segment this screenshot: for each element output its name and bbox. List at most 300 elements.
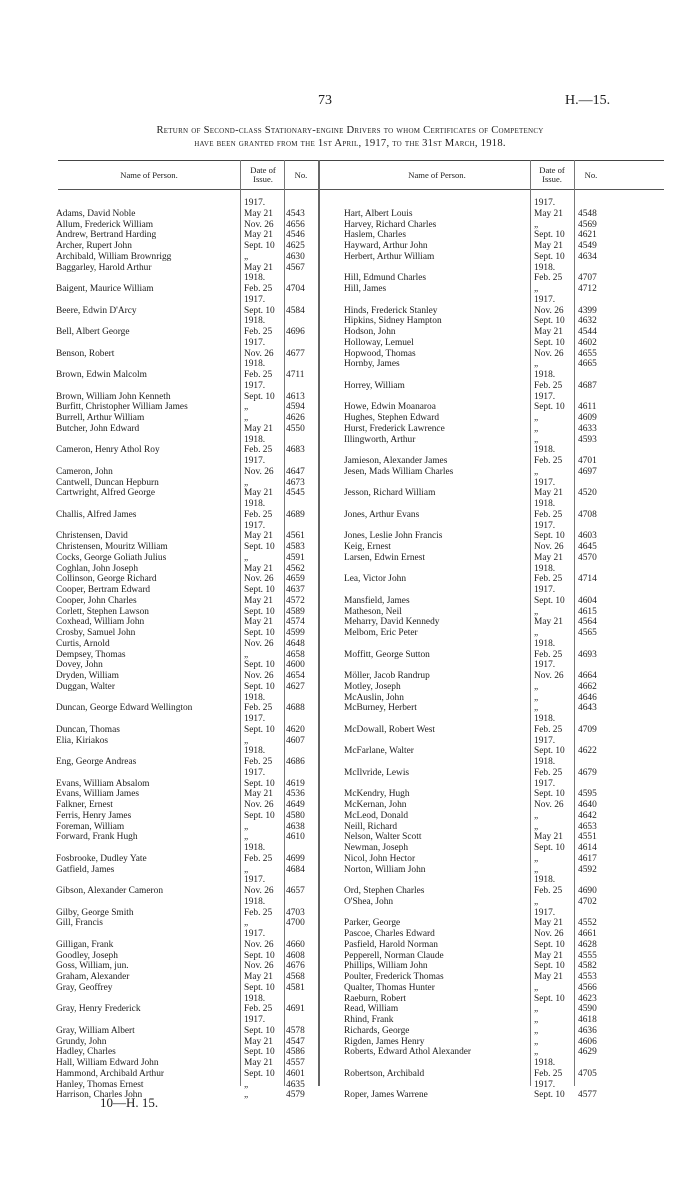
- cell-date: Nov. 26: [534, 929, 564, 939]
- cell-date: „: [244, 477, 249, 488]
- cell-date: Feb. 25: [244, 703, 273, 714]
- table-row: [58, 650, 664, 661]
- cell-date: „: [534, 1015, 539, 1025]
- title-line-1: Return of Second-class Stationary-engine Drivers to whom Certificates of Competency: [156, 125, 544, 136]
- table-row: [58, 843, 664, 854]
- table-row: [58, 585, 664, 596]
- cell-name: Allum, Frederick William: [56, 219, 154, 230]
- cell-date: Sept. 10: [534, 251, 565, 262]
- cell-date: May 21: [534, 950, 563, 961]
- cell-name: Christensen, Mouritz William: [56, 542, 168, 552]
- cell-name: Dovey, John: [56, 660, 103, 671]
- cell-date: „: [534, 413, 539, 423]
- cell-no: 4578: [286, 1025, 305, 1036]
- cell-name: Baigent, Maurice William: [56, 284, 154, 294]
- cell-date: May 21: [534, 832, 563, 843]
- cell-date: „: [534, 896, 539, 907]
- cell-no: 4544: [578, 327, 597, 337]
- cell-no: 4653: [578, 821, 597, 832]
- cell-no: 4645: [578, 542, 597, 552]
- cell-date: 1918.: [244, 359, 266, 370]
- table-row: [58, 607, 664, 618]
- col-header-date-right: Date of Issue.: [539, 165, 565, 184]
- cell-date: Feb. 25: [244, 370, 273, 380]
- cell-date: „: [534, 219, 539, 230]
- cell-no: 4625: [286, 241, 305, 251]
- table-row: [58, 359, 664, 370]
- cell-no: 4614: [578, 843, 597, 853]
- cell-no: 4603: [578, 531, 597, 542]
- table-row: [58, 779, 664, 790]
- cell-date: Sept. 10: [244, 681, 275, 692]
- cell-no: 4569: [578, 219, 597, 230]
- table-row: [58, 897, 664, 908]
- table-row: [58, 564, 664, 575]
- cell-name: Illingworth, Arthur: [344, 434, 416, 445]
- table-row: [58, 220, 664, 231]
- cell-date: 1917.: [534, 391, 556, 402]
- cell-date: 1917.: [534, 778, 556, 789]
- cell-name: Hall, William Edward John: [56, 1058, 159, 1068]
- cell-date: May 21: [534, 972, 563, 982]
- col-header-date-left: Date of Issue.: [250, 165, 276, 184]
- cell-date: „: [244, 918, 249, 929]
- cell-date: Sept. 10: [244, 982, 275, 993]
- cell-name: Horrey, William: [344, 380, 405, 391]
- cell-no: 4622: [578, 746, 597, 757]
- table-row: [58, 703, 664, 714]
- table-row: [58, 349, 664, 360]
- cell-date: Sept. 10: [244, 542, 275, 552]
- cell-date: May 21: [534, 327, 563, 337]
- cell-date: 1918.: [244, 499, 266, 509]
- cell-date: 1918.: [534, 445, 556, 456]
- table-row: [58, 596, 664, 607]
- table-row: [58, 230, 664, 241]
- cell-no: 4660: [286, 939, 305, 950]
- cell-date: Nov. 26: [244, 348, 274, 359]
- table-row: [58, 553, 664, 564]
- cell-date: „: [534, 703, 539, 714]
- cell-date: 1918.: [534, 757, 556, 767]
- cell-name: Rhind, Frank: [344, 1015, 394, 1025]
- cell-date: Nov. 26: [534, 542, 564, 552]
- cell-date: Feb. 25: [534, 380, 563, 391]
- cell-name: Duncan, Thomas: [56, 724, 120, 735]
- cell-no: 4686: [286, 757, 305, 767]
- cell-date: „: [534, 423, 539, 434]
- cell-date: Feb. 25: [244, 853, 273, 864]
- cell-no: 4548: [578, 208, 597, 219]
- cell-date: Sept. 10: [244, 391, 275, 402]
- table-row: [58, 832, 664, 843]
- table-row: [58, 951, 664, 962]
- cell-name: Matheson, Neil: [344, 606, 402, 617]
- cell-no: 4627: [286, 681, 305, 692]
- cell-date: 1918.: [534, 638, 556, 649]
- cell-date: Nov. 26: [534, 305, 564, 316]
- cell-name: Crosby, Samuel John: [56, 628, 136, 638]
- cell-no: 4636: [578, 1025, 597, 1036]
- cell-no: 4607: [286, 735, 305, 746]
- cell-name: Butcher, John Edward: [56, 423, 140, 434]
- cell-name: Collinson, George Richard: [56, 574, 157, 585]
- table-row: [58, 983, 664, 994]
- cell-no: 4640: [578, 800, 597, 810]
- cell-name: Ferris, Henry James: [56, 810, 132, 821]
- cell-name: Baggarley, Harold Arthur: [56, 262, 152, 273]
- table-row: [58, 714, 664, 725]
- table-row: [58, 768, 664, 779]
- cell-name: Corlett, Stephen Lawson: [56, 606, 149, 617]
- certificates-table: [56, 160, 664, 1101]
- cell-name: McLeod, Donald: [344, 810, 409, 821]
- cell-date: May 21: [534, 918, 563, 929]
- cell-no: 4593: [578, 434, 597, 445]
- cell-name: Duggan, Walter: [56, 681, 115, 692]
- cell-date: Feb. 25: [244, 445, 273, 456]
- cell-date: 1918.: [244, 843, 266, 853]
- cell-no: 4679: [578, 767, 597, 778]
- cell-no: 4586: [286, 1047, 305, 1058]
- cell-date: May 21: [244, 1036, 273, 1047]
- cell-no: 4594: [286, 402, 305, 413]
- cell-date: Feb. 25: [534, 574, 563, 585]
- cell-name: Fosbrooke, Dudley Yate: [56, 853, 147, 864]
- cell-no: 4630: [286, 251, 305, 262]
- cell-no: 4600: [286, 660, 305, 671]
- cell-date: „: [244, 821, 249, 832]
- cell-date: Feb. 25: [534, 767, 563, 778]
- cell-date: Nov. 26: [244, 671, 274, 681]
- cell-no: 4565: [578, 628, 597, 638]
- cell-date: 1918.: [534, 262, 556, 273]
- cell-no: 4696: [286, 327, 305, 337]
- cell-date: 1917.: [244, 929, 266, 939]
- cell-name: Beere, Edwin D'Arcy: [56, 305, 137, 316]
- table-row: [58, 972, 664, 983]
- table-row: [58, 671, 664, 682]
- table-row: [58, 736, 664, 747]
- cell-name: McKernan, John: [344, 800, 407, 810]
- cell-date: Sept. 10: [244, 1068, 275, 1079]
- cell-name: Keig, Ernest: [344, 542, 391, 552]
- table-row: [58, 1080, 664, 1091]
- cell-date: „: [244, 552, 249, 563]
- cell-date: Sept. 10: [244, 724, 275, 735]
- table-row: [58, 1026, 664, 1037]
- cell-name: Elia, Kiriakos: [56, 735, 109, 746]
- cell-no: 4566: [578, 982, 597, 993]
- cell-no: 4601: [286, 1068, 305, 1079]
- cell-date: 1918.: [244, 434, 266, 445]
- cell-name: Brown, Edwin Malcolm: [56, 370, 147, 380]
- cell-no: 4567: [286, 262, 305, 273]
- cell-name: Harvey, Richard Charles: [344, 219, 437, 230]
- cell-no: 4699: [286, 853, 305, 864]
- cell-name: McBurney, Herbert: [344, 703, 417, 714]
- cell-name: Christensen, David: [56, 531, 128, 542]
- cell-name: Motley, Joseph: [344, 681, 401, 692]
- cell-name: Hinds, Frederick Stanley: [344, 305, 438, 316]
- table-row: [58, 886, 664, 897]
- cell-name: Burrell, Arthur William: [56, 413, 145, 423]
- table-row: [58, 381, 664, 392]
- table-row: [58, 1058, 664, 1069]
- table-row: [58, 413, 664, 424]
- table-row: [58, 263, 664, 274]
- cell-name: Hodson, John: [344, 327, 396, 337]
- cell-no: 4608: [286, 950, 305, 961]
- cell-no: 4621: [578, 230, 597, 241]
- cell-name: Larsen, Edwin Ernest: [344, 552, 425, 563]
- cell-no: 4570: [578, 552, 597, 563]
- table-row: [58, 1047, 664, 1058]
- cell-no: 4709: [578, 724, 597, 735]
- cell-name: Pepperell, Norman Claude: [344, 950, 444, 961]
- cell-no: 4543: [286, 208, 305, 219]
- cell-name: Gibson, Alexander Cameron: [56, 886, 164, 896]
- cell-date: 1917.: [244, 875, 266, 886]
- cell-name: Nelson, Walter Scott: [344, 832, 422, 843]
- cell-name: Duncan, George Edward Wellington: [56, 703, 193, 714]
- cell-no: 4687: [578, 380, 597, 391]
- cell-no: 4649: [286, 800, 305, 810]
- cell-no: 4712: [578, 284, 597, 294]
- cell-name: Richards, George: [344, 1025, 410, 1036]
- cell-date: May 21: [534, 488, 563, 499]
- cell-date: Sept. 10: [534, 961, 565, 972]
- cell-name: Forward, Frank Hugh: [56, 832, 138, 843]
- cell-date: 1917.: [534, 735, 556, 746]
- cell-name: Qualter, Thomas Hunter: [344, 982, 435, 993]
- cell-no: 4647: [286, 466, 305, 477]
- cell-name: McAuslin, John: [344, 692, 404, 703]
- table-row: [58, 499, 664, 510]
- cell-no: 4684: [286, 864, 305, 875]
- table-row: [58, 1015, 664, 1026]
- cell-no: 4659: [286, 574, 305, 585]
- table-title: [30, 124, 670, 150]
- cell-name: Archibald, William Brownrigg: [56, 251, 172, 262]
- cell-date: Feb. 25: [534, 509, 563, 520]
- table-row: [58, 488, 664, 499]
- cell-date: „: [244, 1090, 249, 1101]
- cell-name: Norton, William John: [344, 864, 426, 875]
- table-row: [58, 789, 664, 800]
- cell-no: 4702: [578, 896, 597, 907]
- cell-no: 4551: [578, 832, 597, 843]
- cell-date: Sept. 10: [244, 1047, 275, 1058]
- cell-name: Mansfield, James: [344, 595, 410, 606]
- cell-no: 4656: [286, 219, 305, 230]
- cell-no: 4628: [578, 939, 597, 950]
- cell-no: 4697: [578, 466, 597, 477]
- cell-name: Archer, Rupert John: [56, 241, 132, 251]
- cell-date: Nov. 26: [244, 219, 274, 230]
- cell-name: Cameron, John: [56, 466, 113, 477]
- cell-no: 4638: [286, 821, 305, 832]
- cell-date: Sept. 10: [244, 241, 275, 251]
- cell-no: 4609: [578, 413, 597, 423]
- cell-no: 4711: [286, 370, 305, 380]
- cell-date: Sept. 10: [244, 778, 275, 789]
- cell-name: Hurst, Frederick Lawrence: [344, 423, 445, 434]
- cell-date: „: [534, 1036, 539, 1047]
- table-row: [58, 295, 664, 306]
- cell-date: „: [534, 628, 539, 638]
- cell-date: Sept. 10: [534, 746, 565, 757]
- cell-date: 1918.: [534, 370, 556, 380]
- cell-no: 4613: [286, 391, 305, 402]
- table-row: [58, 531, 664, 542]
- cell-name: Gatfield, James: [56, 864, 115, 875]
- cell-date: May 21: [244, 563, 273, 574]
- cell-date: Sept. 10: [534, 993, 565, 1004]
- cell-no: 4690: [578, 886, 597, 896]
- cell-no: 4595: [578, 789, 597, 800]
- cell-no: 4555: [578, 950, 597, 961]
- cell-no: 4657: [286, 886, 305, 896]
- cell-name: Rigden, James Henry: [344, 1036, 425, 1047]
- cell-date: 1917.: [244, 767, 266, 778]
- cell-no: 4580: [286, 810, 305, 821]
- table-row: [58, 822, 664, 833]
- cell-no: 4561: [286, 531, 305, 542]
- cell-date: 1917.: [244, 294, 266, 305]
- cell-name: Hadley, Charles: [56, 1047, 116, 1058]
- cell-no: 4688: [286, 703, 305, 714]
- cell-no: 4620: [286, 724, 305, 735]
- cell-date: Feb. 25: [244, 327, 273, 337]
- title-line-2: have been granted from the 1st April, 1917, to the 31st March, 1918.: [194, 138, 506, 149]
- cell-name: Foreman, William: [56, 821, 125, 832]
- cell-name: Möller, Jacob Randrup: [344, 671, 430, 681]
- cell-name: Cooper, John Charles: [56, 595, 137, 606]
- cell-no: 4591: [286, 552, 305, 563]
- cell-date: 1918.: [534, 875, 556, 886]
- cell-date: „: [534, 853, 539, 864]
- cell-no: 4615: [578, 606, 597, 617]
- cell-name: Ord, Stephen Charles: [344, 886, 425, 896]
- cell-date: Sept. 10: [244, 810, 275, 821]
- cell-name: Gilligan, Frank: [56, 939, 114, 950]
- cell-date: Sept. 10: [244, 585, 275, 595]
- cell-date: Sept. 10: [534, 230, 565, 241]
- cell-date: 1918.: [534, 563, 556, 574]
- table-row: [58, 940, 664, 951]
- cell-name: Newman, Joseph: [344, 843, 409, 853]
- cell-name: Falkner, Ernest: [56, 800, 113, 810]
- cell-date: 1917.: [534, 477, 556, 488]
- cell-no: 4562: [286, 563, 305, 574]
- cell-date: Sept. 10: [244, 606, 275, 617]
- cell-no: 4629: [578, 1047, 597, 1058]
- cell-no: 4661: [578, 929, 597, 939]
- cell-date: „: [534, 1047, 539, 1058]
- cell-no: 4704: [286, 284, 305, 294]
- cell-name: Bell, Albert George: [56, 327, 130, 337]
- table-row: [58, 875, 664, 886]
- cell-no: 4654: [286, 671, 305, 681]
- cell-name: Evans, William James: [56, 789, 140, 800]
- cell-date: „: [534, 434, 539, 445]
- cell-no: 4581: [286, 982, 305, 993]
- cell-no: 4546: [286, 230, 305, 241]
- cell-no: 4602: [578, 337, 597, 348]
- cell-date: 1917.: [534, 585, 556, 595]
- cell-name: Jesson, Richard William: [344, 488, 436, 499]
- cell-date: May 21: [534, 552, 563, 563]
- cell-date: Sept. 10: [534, 402, 565, 413]
- table-row: [58, 746, 664, 757]
- cell-date: Sept. 10: [534, 789, 565, 800]
- table-row: [58, 521, 664, 532]
- cell-date: „: [534, 982, 539, 993]
- cell-no: 4520: [578, 488, 597, 499]
- col-header-no-left: No.: [294, 170, 308, 180]
- table-row: [58, 811, 664, 822]
- cell-date: Feb. 25: [534, 724, 563, 735]
- table-row: [58, 682, 664, 693]
- cell-date: Nov. 26: [244, 886, 274, 896]
- cell-date: „: [244, 402, 249, 413]
- cell-name: Neill, Richard: [344, 821, 398, 832]
- cell-date: May 21: [244, 230, 273, 241]
- cell-date: Sept. 10: [534, 316, 565, 327]
- cell-date: „: [534, 1025, 539, 1036]
- cell-date: „: [244, 649, 249, 660]
- cell-no: 4623: [578, 993, 597, 1004]
- cell-date: Nov. 26: [244, 939, 274, 950]
- cell-name: Cantwell, Duncan Hepburn: [56, 477, 159, 488]
- page-number: 73: [318, 93, 332, 108]
- cell-no: 4611: [578, 402, 597, 413]
- cell-name: Hanley, Thomas Ernest: [56, 1079, 144, 1090]
- cell-date: Sept. 10: [244, 950, 275, 961]
- cell-no: 4632: [578, 316, 597, 327]
- table-row: [58, 639, 664, 650]
- cell-name: Pasfield, Harold Norman: [344, 939, 438, 950]
- cell-name: Phillips, William John: [344, 961, 428, 972]
- cell-name: Roper, James Warrene: [344, 1090, 428, 1101]
- cell-name: Hammond, Archibald Arthur: [56, 1068, 165, 1079]
- cell-date: May 21: [244, 972, 273, 982]
- cell-name: Nicol, John Hector: [344, 853, 416, 864]
- cell-date: Feb. 25: [244, 284, 273, 294]
- cell-date: 1918.: [244, 692, 266, 703]
- cell-name: Roberts, Edward Athol Alexander: [344, 1047, 472, 1058]
- cell-date: Nov. 26: [244, 961, 274, 972]
- table-row: [58, 994, 664, 1005]
- cell-name: Burfitt, Christopher William James: [56, 402, 188, 413]
- cell-no: 4643: [578, 703, 597, 714]
- cell-no: 4399: [578, 305, 597, 316]
- cell-no: 4549: [578, 241, 597, 251]
- cell-date: „: [534, 284, 539, 294]
- table-row: [58, 467, 664, 478]
- cell-name: Raeburn, Robert: [344, 993, 406, 1004]
- cell-name: Cartwright, Alfred George: [56, 488, 156, 499]
- cell-name: Dryden, William: [56, 671, 119, 681]
- cell-date: Feb. 25: [534, 649, 563, 660]
- table-row: [58, 693, 664, 704]
- cell-date: Sept. 10: [244, 660, 275, 671]
- table-row: [58, 424, 664, 435]
- cell-no: 4557: [286, 1058, 305, 1068]
- cell-name: Gill, Francis: [56, 918, 103, 929]
- cell-no: 4552: [578, 918, 597, 929]
